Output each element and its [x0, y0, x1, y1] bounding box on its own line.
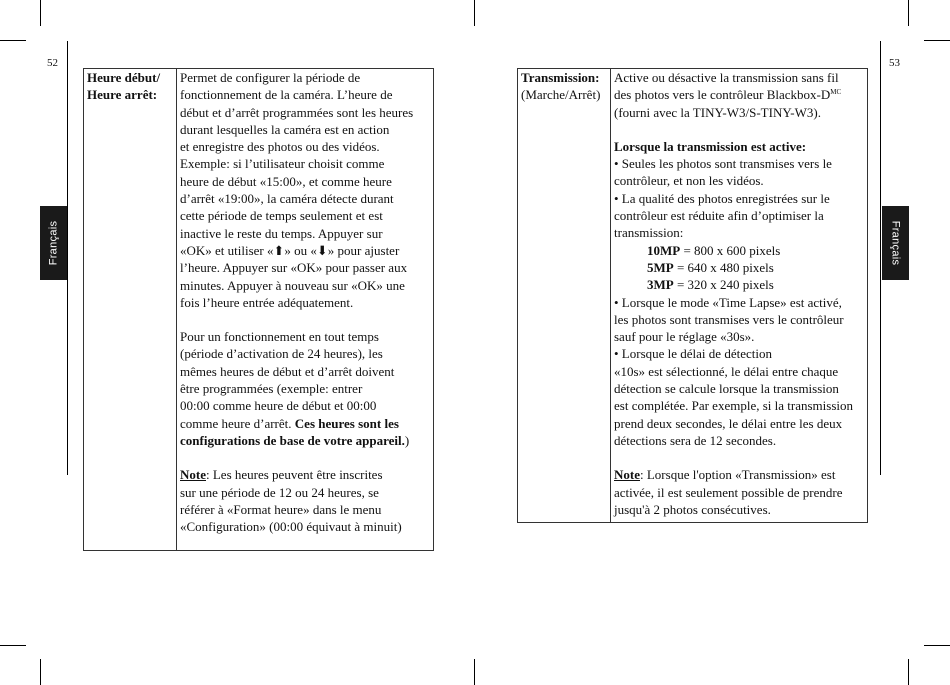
bullet-item [614, 345, 865, 449]
setting-label: Heure début/ [87, 70, 161, 85]
language-tab-left [40, 206, 67, 280]
table-row [518, 69, 868, 523]
bullet-item [614, 294, 865, 346]
setting-label: Heure arrêt: [87, 87, 158, 103]
text-line: 00:00 comme heure de début et 00:00 [180, 398, 377, 414]
text-line: Permet de configurer la période de [180, 70, 361, 85]
text-line [180, 466, 431, 483]
text-line: contrôleur, et non les vidéos. [614, 173, 764, 189]
text-line: transmission: [614, 225, 684, 241]
text-fragment: comme heure d’arrêt. [180, 415, 295, 431]
paragraph-24h [180, 328, 431, 449]
text-fragment: : Les heures peuvent être inscrites [206, 467, 383, 483]
settings-table-right [517, 68, 868, 523]
trademark-superscript: MC [830, 88, 842, 97]
resolution-value: = 640 x 480 pixels [673, 259, 774, 275]
setting-description-cell [177, 69, 434, 551]
setting-label-cell [84, 69, 177, 551]
resolution-label: 5MP [647, 259, 674, 275]
text-line: les photos sont transmises vers le contrôleur [614, 311, 844, 327]
text-line: détections sera de 12 secondes. [614, 432, 777, 448]
table-row [84, 69, 434, 551]
text-line: • Seules les photos sont transmises vers le [614, 156, 832, 172]
setting-label: Transmission: [521, 70, 600, 85]
bold-text: configurations de base de votre appareil. [180, 432, 405, 448]
resolution-list [614, 242, 865, 294]
resolution-value: = 800 x 600 pixels [680, 242, 781, 258]
text-line: être programmées (exemple: entrer [180, 381, 363, 397]
setting-label-cell [518, 69, 611, 523]
language-tab-label: Français [47, 220, 60, 266]
note-label: Note [614, 467, 640, 483]
text-line: jusqu'à 2 photos consécutives. [614, 501, 771, 517]
crop-mark [924, 40, 950, 41]
text-line: • Lorsque le délai de détection [614, 346, 772, 362]
crop-mark [474, 0, 475, 26]
text-line: durant lesquelles la caméra est en action [180, 121, 390, 137]
resolution-item [614, 276, 865, 293]
crop-mark [908, 659, 909, 685]
text-line: Pour un fonctionnement en tout temps [180, 329, 379, 345]
text-line: prend deux secondes, le délai entre les deux [614, 415, 843, 431]
text-line: fonctionnement de la caméra. L’heure de [180, 87, 393, 103]
bullet-item [614, 155, 865, 190]
resolution-item [614, 259, 865, 276]
crop-mark [924, 645, 950, 646]
setting-sublabel: (Marche/Arrêt) [521, 87, 601, 103]
crop-mark [0, 645, 26, 646]
note-label: Note [180, 467, 206, 483]
note-paragraph [180, 466, 431, 535]
text-line: contrôleur est réduite afin d’optimiser la [614, 208, 824, 224]
text-fragment: ) [404, 432, 410, 448]
right-margin-rule [880, 41, 881, 475]
text-fragment: des photos vers le contrôleur Blackbox-D [614, 87, 831, 103]
resolution-value: = 320 x 240 pixels [673, 277, 774, 293]
text-line: «OK» et utiliser «⬆» ou «⬇» pour ajuster [180, 242, 400, 258]
left-margin-rule [67, 41, 68, 475]
text-line [180, 432, 431, 449]
text-line: fois l’heure entrée adéquatement. [180, 294, 354, 310]
text-line: l’heure. Appuyer sur «OK» pour passer aux [180, 260, 408, 276]
section-heading: Lorsque la transmission est active: [614, 138, 807, 154]
resolution-label: 3MP [647, 277, 674, 293]
text-line: • La qualité des photos enregistrées sur le [614, 190, 830, 206]
crop-mark [40, 659, 41, 685]
text-line [614, 86, 865, 103]
text-line: (période d’activation de 24 heures), les [180, 346, 383, 362]
text-line: minutes. Appuyer à nouveau sur «OK» une [180, 277, 405, 293]
text-line: sur une période de 12 ou 24 heures, se [180, 484, 379, 500]
settings-table-left [83, 68, 434, 551]
bold-text: Ces heures sont les [294, 415, 399, 431]
text-line: est complétée. Par exemple, si la transmission [614, 398, 853, 414]
text-line: «10s» est sélectionné, le délai entre chaque [614, 363, 839, 379]
resolution-label: 10MP [647, 242, 681, 258]
crop-mark [474, 659, 475, 685]
page-number-left: 52 [47, 57, 58, 69]
text-line: et enregistre des photos ou des vidéos. [180, 139, 380, 155]
text-line: mêmes heures de début et d’arrêt doivent [180, 363, 395, 379]
text-line: d’arrêt «19:00», la caméra détecte durant [180, 191, 394, 207]
crop-mark [908, 0, 909, 26]
resolution-item [614, 242, 865, 259]
text-line [614, 466, 865, 483]
text-line: • Lorsque le mode «Time Lapse» est activé, [614, 294, 842, 310]
text-line: référer à «Format heure» dans le menu [180, 501, 382, 517]
text-line: activée, il est seulement possible de prendre [614, 484, 843, 500]
text-line [180, 415, 431, 432]
text-line: sauf pour le réglage «30s». [614, 329, 755, 345]
crop-mark [0, 40, 26, 41]
language-tab-right [882, 206, 909, 280]
note-paragraph [614, 466, 865, 518]
text-line: «Configuration» (00:00 équivaut à minuit) [180, 519, 402, 535]
language-tab-label: Français [889, 220, 902, 266]
text-line: détection se calcule lorsque la transmission [614, 381, 839, 397]
bullet-item [614, 190, 865, 242]
text-line: (fourni avec la TINY-W3/S-TINY-W3). [614, 104, 821, 120]
setting-description-cell [611, 69, 868, 523]
page-number-right: 53 [889, 57, 900, 69]
text-line: inactive le reste du temps. Appuyer sur [180, 225, 383, 241]
text-line: Active ou désactive la transmission sans fil [614, 70, 839, 85]
text-line: cette période de temps seulement et est [180, 208, 383, 224]
text-line: Exemple: si l’utilisateur choisit comme [180, 156, 385, 172]
text-line: heure de début «15:00», et comme heure [180, 173, 392, 189]
intro-paragraph [614, 69, 865, 121]
text-fragment: : Lorsque l'option «Transmission» est [640, 467, 836, 483]
paragraph-start-stop [180, 69, 431, 311]
text-line: début et d’arrêt programmées sont les heures [180, 104, 414, 120]
crop-mark [40, 0, 41, 26]
